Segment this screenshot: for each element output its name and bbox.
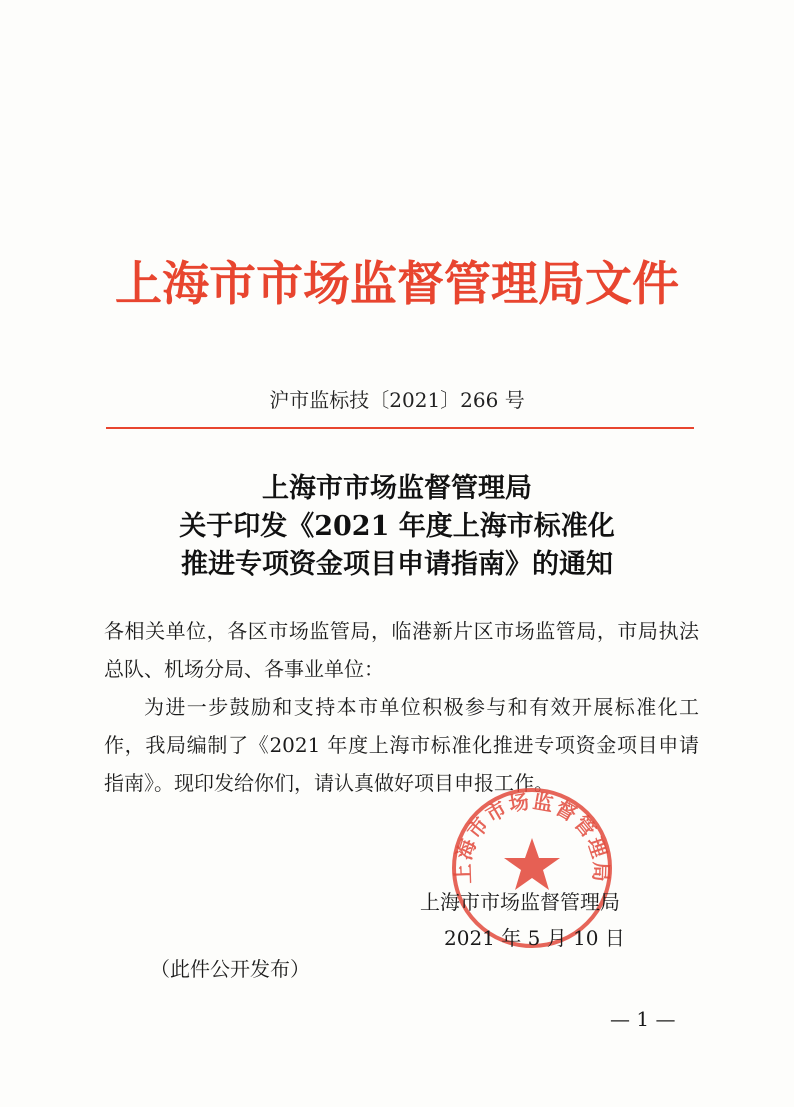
notice-title-line-1: 上海市市场监督管理局 (262, 473, 532, 504)
signature-block (420, 884, 650, 956)
notice-title (0, 470, 794, 584)
signature-date: 2021 年 5 月 10 日 (444, 926, 625, 950)
publish-note: （此件公开发布） (150, 957, 310, 981)
document-header-title: 上海市市场监督管理局文件 (115, 257, 679, 312)
star-icon (504, 838, 560, 890)
signature-organization: 上海市市场监督管理局 (420, 890, 620, 914)
salutation: 各相关单位，各区市场监管局，临港新片区市场监管局，市局执法总队、机场分局、各事业单位： (104, 619, 699, 681)
red-divider-line (106, 427, 694, 429)
svg-text:上海市市场监督管理局: 上海市市场监督管理局 (450, 788, 614, 885)
notice-body (104, 612, 699, 802)
notice-title-line-2: 关于印发《2021 年度上海市标准化 (179, 511, 615, 542)
document-number: 沪市监标技〔2021〕266 号 (269, 388, 525, 412)
notice-title-line-3: 推进专项资金项目申请指南》的通知 (181, 549, 613, 580)
body-paragraph: 为进一步鼓励和支持本市单位积极参与和有效开展标准化工作，我局编制了《2021 年度上海市标准化推进专项资金项目申请指南》。现印发给你们，请认真做好项目申报工作。 (104, 695, 699, 795)
page-number: — 1 — (610, 1007, 676, 1031)
